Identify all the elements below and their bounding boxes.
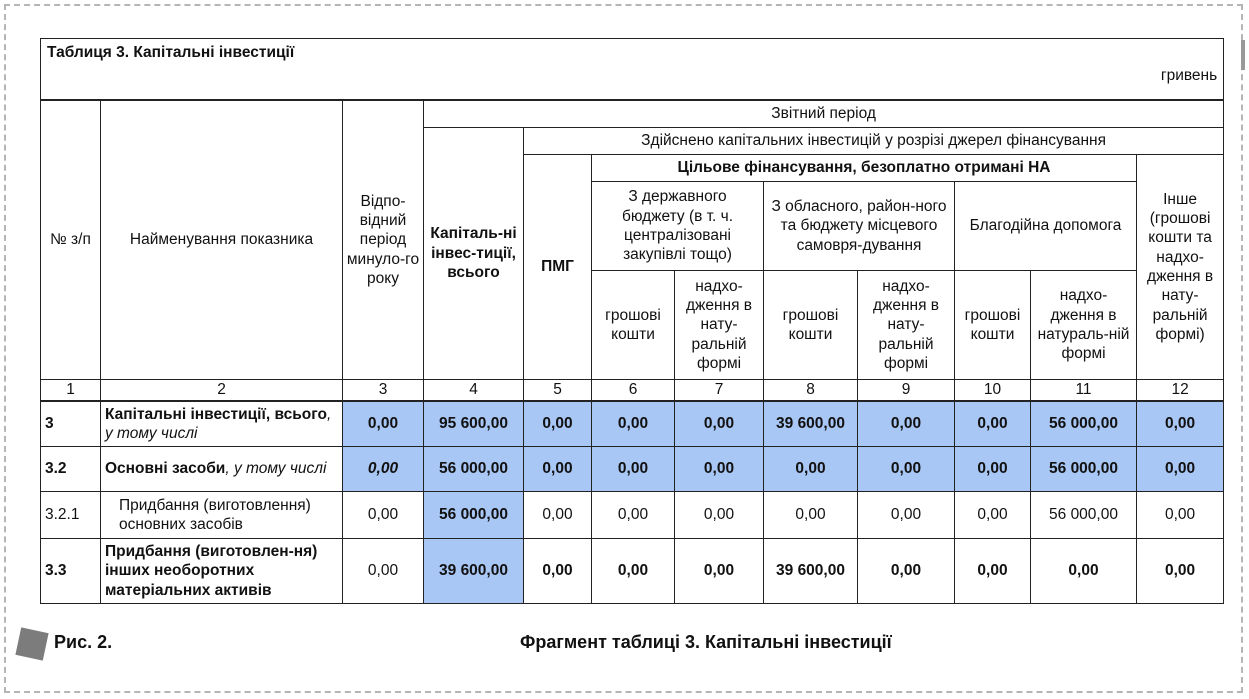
header-indicator-name: Найменування показника [101,100,343,380]
column-number: 5 [524,380,592,402]
figure-caption [18,630,1228,660]
cell-value: 0,00 [764,492,858,539]
row-id: 3.2 [41,447,101,492]
figure-label: Рис. 2. [54,632,113,652]
cell-value: 0,00 [858,401,955,447]
header-other: Інше (грошові кошти та надхо-дження в нату-ральній формі) [1137,155,1224,380]
cell-value: 0,00 [592,539,675,604]
cell-value: 0,00 [524,539,592,604]
cell-value: 0,00 [524,492,592,539]
cell-value: 0,00 [524,447,592,492]
header-regional-budget: З обласного, район-ного та бюджету місцевого самовря-дування [764,182,955,271]
cell-value: 56 000,00 [1031,492,1137,539]
cell-value: 56 000,00 [424,492,524,539]
capital-investment-table [40,38,1223,604]
row-name-main: Основні засоби [105,460,226,478]
column-number: 1 [41,380,101,402]
header-previous-period: Відпо-відний період минуло-го року [343,100,424,380]
cell-value: 0,00 [675,539,764,604]
cell-value: 0,00 [343,539,424,604]
cell-value: 56 000,00 [1031,401,1137,447]
header-pmg: ПМГ [524,155,592,380]
cell-value: 0,00 [955,447,1031,492]
cell-value: 0,00 [592,401,675,447]
cell-value: 0,00 [675,401,764,447]
header-number: № з/п [41,100,101,380]
table-row [41,539,1224,604]
header-regional-in-kind: надхо-дження в нату-ральній формі [858,271,955,380]
column-number: 2 [101,380,343,402]
cell-value: 95 600,00 [424,401,524,447]
column-number: 8 [764,380,858,402]
page-edge-marker [1241,40,1245,70]
table-row [41,447,1224,492]
column-number: 4 [424,380,524,402]
cell-value: 39 600,00 [764,401,858,447]
row-name: Придбання (виготовлен-ня) інших необоротних матеріальних активів [101,539,343,604]
cell-value: 39 600,00 [424,539,524,604]
header-charity: Благодійна допомога [955,182,1137,271]
row-id: 3.2.1 [41,492,101,539]
column-number-row [41,380,1224,402]
column-number: 11 [1031,380,1137,402]
table-row [41,492,1224,539]
row-name [101,447,343,492]
cell-value: 0,00 [343,492,424,539]
cell-value: 0,00 [858,447,955,492]
column-number: 9 [858,380,955,402]
header-regional-cash: грошові кошти [764,271,858,380]
header-reporting-period: Звітний період [424,100,1224,128]
cell-value: 0,00 [955,492,1031,539]
cell-value: 0,00 [955,401,1031,447]
cell-value: 0,00 [343,447,424,492]
cell-value: 0,00 [675,447,764,492]
cell-value: 0,00 [343,401,424,447]
cell-value: 0,00 [1031,539,1137,604]
header-target-funding: Цільове фінансування, безоплатно отримані НА [592,155,1137,182]
table-title-cell [41,39,1224,101]
cell-value: 0,00 [955,539,1031,604]
cell-value: 0,00 [675,492,764,539]
cell-value: 39 600,00 [764,539,858,604]
table-title: Таблиця 3. Капітальні інвестиції [47,44,295,61]
row-name-suffix: , у тому числі [105,405,332,442]
column-number: 6 [592,380,675,402]
header-total-investment: Капіталь-ні інвес-тиції, всього [424,128,524,380]
header-charity-cash: грошові кошти [955,271,1031,380]
column-number: 7 [675,380,764,402]
header-state-cash: грошові кошти [592,271,675,380]
cell-value: 56 000,00 [1031,447,1137,492]
table-row [41,401,1224,447]
units-label: гривень [1160,67,1218,85]
column-number: 3 [343,380,424,402]
figure-square-icon [15,627,48,660]
cell-value: 0,00 [858,539,955,604]
header-funding-sources: Здійснено капітальних інвестицій у розрізі джерел фінансування [524,128,1224,155]
cell-value: 0,00 [1137,401,1224,447]
row-name-suffix: , у тому числі [225,460,327,478]
row-name-main: Капітальні інвестиції, всього [105,405,327,423]
cell-value: 0,00 [858,492,955,539]
header-state-budget: З державного бюджету (в т. ч. централізовані закупівлі тощо) [592,182,764,271]
column-number: 10 [955,380,1031,402]
cell-value: 0,00 [524,401,592,447]
cell-value: 0,00 [764,447,858,492]
column-number: 12 [1137,380,1224,402]
header-state-in-kind: надхо-дження в нату-ральній формі [675,271,764,380]
row-name [101,401,343,447]
cell-value: 0,00 [592,492,675,539]
cell-value: 0,00 [592,447,675,492]
cell-value: 0,00 [1137,447,1224,492]
header-charity-in-kind: надхо-дження в натураль-ній формі [1031,271,1137,380]
row-id: 3 [41,401,101,447]
cell-value: 56 000,00 [424,447,524,492]
row-name: Придбання (виготовлення) основних засобів [101,492,343,539]
cell-value: 0,00 [1137,492,1224,539]
figure-text: Фрагмент таблиці 3. Капітальні інвестиції [520,632,892,652]
row-id: 3.3 [41,539,101,604]
cell-value: 0,00 [1137,539,1224,604]
